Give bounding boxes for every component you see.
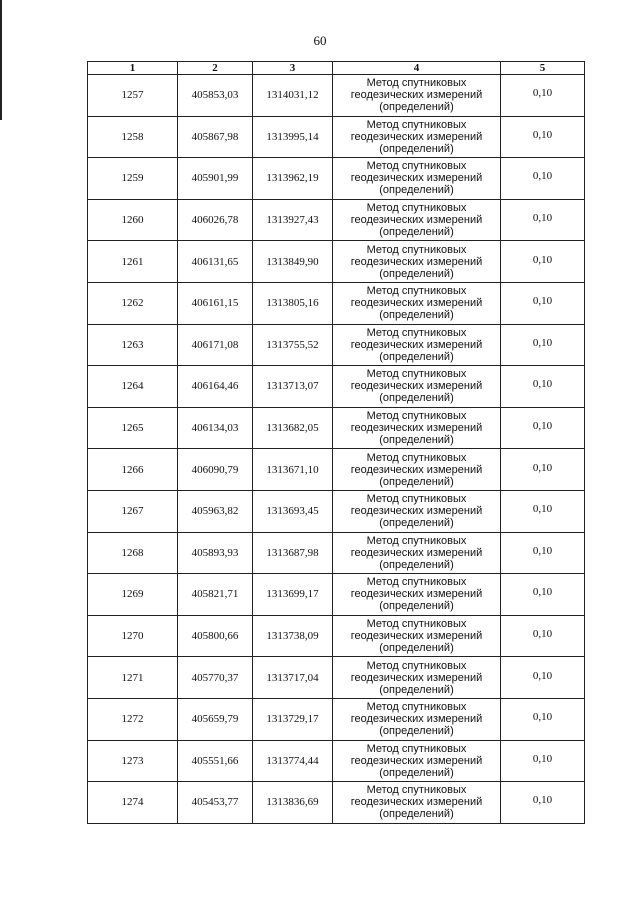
error-cell bbox=[501, 782, 585, 824]
error-value: 0,10 bbox=[532, 420, 553, 433]
y-coordinate-cell: 1313962,19 bbox=[253, 158, 333, 200]
method-line: геодезических измерений bbox=[350, 338, 483, 351]
error-cell bbox=[501, 282, 585, 324]
method-line: (определений) bbox=[379, 683, 454, 696]
method-line: геодезических измерений bbox=[350, 713, 483, 726]
method-line: геодезических измерений bbox=[350, 505, 483, 518]
method-cell bbox=[333, 116, 501, 158]
point-number-cell: 1267 bbox=[88, 490, 178, 532]
method-line: (определений) bbox=[379, 766, 454, 779]
method-line: Метод спутниковых bbox=[366, 451, 467, 464]
y-coordinate-cell: 1313805,16 bbox=[253, 282, 333, 324]
point-number-cell: 1260 bbox=[88, 199, 178, 241]
point-number-cell: 1257 bbox=[88, 75, 178, 117]
method-cell bbox=[333, 75, 501, 117]
method-line: (определений) bbox=[379, 517, 454, 530]
method-line: (определений) bbox=[379, 101, 454, 114]
table-row bbox=[88, 366, 585, 408]
table-row bbox=[88, 782, 585, 824]
method-cell bbox=[333, 782, 501, 824]
method-line: Метод спутниковых bbox=[366, 285, 467, 298]
x-coordinate-cell: 405800,66 bbox=[178, 615, 253, 657]
method-line: (определений) bbox=[379, 142, 454, 155]
x-coordinate-cell: 406134,03 bbox=[178, 407, 253, 449]
table-row bbox=[88, 158, 585, 200]
error-cell bbox=[501, 407, 585, 449]
method-line: (определений) bbox=[379, 808, 454, 821]
error-cell bbox=[501, 490, 585, 532]
method-line: геодезических измерений bbox=[350, 380, 483, 393]
table-row bbox=[88, 490, 585, 532]
point-number-cell: 1268 bbox=[88, 532, 178, 574]
method-line: Метод спутниковых bbox=[366, 326, 467, 339]
method-line: (определений) bbox=[379, 725, 454, 738]
table-row bbox=[88, 615, 585, 657]
error-cell bbox=[501, 449, 585, 491]
method-cell bbox=[333, 282, 501, 324]
method-line: (определений) bbox=[379, 184, 454, 197]
method-line: Метод спутниковых bbox=[366, 701, 467, 714]
y-coordinate-cell: 1313671,10 bbox=[253, 449, 333, 491]
error-value: 0,10 bbox=[532, 336, 553, 349]
page-number: 60 bbox=[313, 33, 327, 48]
x-coordinate-cell: 406171,08 bbox=[178, 324, 253, 366]
method-line: Метод спутниковых bbox=[366, 118, 467, 131]
table-row bbox=[88, 199, 585, 241]
x-coordinate-cell: 405867,98 bbox=[178, 116, 253, 158]
table-row bbox=[88, 449, 585, 491]
method-line: (определений) bbox=[379, 226, 454, 239]
error-cell bbox=[501, 75, 585, 117]
method-cell bbox=[333, 158, 501, 200]
error-value: 0,10 bbox=[532, 87, 553, 100]
y-coordinate-cell: 1313693,45 bbox=[253, 490, 333, 532]
method-line: геодезических измерений bbox=[350, 422, 483, 435]
error-cell bbox=[501, 740, 585, 782]
point-number-cell: 1266 bbox=[88, 449, 178, 491]
y-coordinate-cell: 1313774,44 bbox=[253, 740, 333, 782]
x-coordinate-cell: 405551,66 bbox=[178, 740, 253, 782]
method-line: геодезических измерений bbox=[350, 546, 483, 559]
point-number-cell: 1261 bbox=[88, 241, 178, 283]
y-coordinate-cell: 1313849,90 bbox=[253, 241, 333, 283]
column-header-method: 4 bbox=[333, 62, 501, 75]
method-line: Метод спутниковых bbox=[366, 659, 467, 672]
method-line: (определений) bbox=[379, 392, 454, 405]
x-coordinate-cell: 405659,79 bbox=[178, 698, 253, 740]
x-coordinate-cell: 406026,78 bbox=[178, 199, 253, 241]
y-coordinate-cell: 1313836,69 bbox=[253, 782, 333, 824]
x-coordinate-cell: 405453,77 bbox=[178, 782, 253, 824]
method-line: геодезических измерений bbox=[350, 214, 483, 227]
method-cell bbox=[333, 449, 501, 491]
method-cell bbox=[333, 407, 501, 449]
method-line: Метод спутниковых bbox=[366, 368, 467, 381]
column-header-y: 3 bbox=[253, 62, 333, 75]
method-cell bbox=[333, 366, 501, 408]
table-row bbox=[88, 407, 585, 449]
method-line: Метод спутниковых bbox=[366, 77, 467, 90]
method-line: геодезических измерений bbox=[350, 130, 483, 143]
method-line: Метод спутниковых bbox=[366, 742, 467, 755]
error-value: 0,10 bbox=[532, 295, 553, 308]
error-value: 0,10 bbox=[532, 628, 553, 641]
table-row bbox=[88, 241, 585, 283]
error-cell bbox=[501, 532, 585, 574]
error-value: 0,10 bbox=[532, 170, 553, 183]
y-coordinate-cell: 1314031,12 bbox=[253, 75, 333, 117]
error-value: 0,10 bbox=[532, 503, 553, 516]
method-line: геодезических измерений bbox=[350, 754, 483, 767]
method-line: (определений) bbox=[379, 558, 454, 571]
y-coordinate-cell: 1313699,17 bbox=[253, 574, 333, 616]
method-line: Метод спутниковых bbox=[366, 160, 467, 173]
x-coordinate-cell: 405770,37 bbox=[178, 657, 253, 699]
point-number-cell: 1270 bbox=[88, 615, 178, 657]
method-cell bbox=[333, 657, 501, 699]
error-value: 0,10 bbox=[532, 253, 553, 266]
y-coordinate-cell: 1313755,52 bbox=[253, 324, 333, 366]
method-line: геодезических измерений bbox=[350, 255, 483, 268]
y-coordinate-cell: 1313682,05 bbox=[253, 407, 333, 449]
y-coordinate-cell: 1313713,07 bbox=[253, 366, 333, 408]
error-value: 0,10 bbox=[532, 794, 553, 807]
method-cell bbox=[333, 199, 501, 241]
x-coordinate-cell: 406131,65 bbox=[178, 241, 253, 283]
point-number-cell: 1274 bbox=[88, 782, 178, 824]
method-line: геодезических измерений bbox=[350, 588, 483, 601]
method-line: (определений) bbox=[379, 267, 454, 280]
point-number-cell: 1259 bbox=[88, 158, 178, 200]
error-cell bbox=[501, 698, 585, 740]
method-line: геодезических измерений bbox=[350, 463, 483, 476]
error-cell bbox=[501, 324, 585, 366]
method-cell bbox=[333, 490, 501, 532]
method-line: Метод спутниковых bbox=[366, 202, 467, 215]
method-line: Метод спутниковых bbox=[366, 410, 467, 423]
error-cell bbox=[501, 241, 585, 283]
table-row bbox=[88, 75, 585, 117]
method-line: Метод спутниковых bbox=[366, 576, 467, 589]
method-line: (определений) bbox=[379, 309, 454, 322]
method-line: геодезических измерений bbox=[350, 89, 483, 102]
table-body bbox=[88, 75, 585, 824]
error-value: 0,10 bbox=[532, 461, 553, 474]
method-cell bbox=[333, 615, 501, 657]
x-coordinate-cell: 406164,46 bbox=[178, 366, 253, 408]
point-number-cell: 1272 bbox=[88, 698, 178, 740]
error-cell bbox=[501, 366, 585, 408]
table-row bbox=[88, 324, 585, 366]
point-number-cell: 1265 bbox=[88, 407, 178, 449]
y-coordinate-cell: 1313717,04 bbox=[253, 657, 333, 699]
error-value: 0,10 bbox=[532, 544, 553, 557]
y-coordinate-cell: 1313995,14 bbox=[253, 116, 333, 158]
table-row bbox=[88, 657, 585, 699]
table-row bbox=[88, 574, 585, 616]
table-row bbox=[88, 698, 585, 740]
method-cell bbox=[333, 532, 501, 574]
table-row bbox=[88, 740, 585, 782]
column-header-point-number: 1 bbox=[88, 62, 178, 75]
x-coordinate-cell: 406161,15 bbox=[178, 282, 253, 324]
y-coordinate-cell: 1313927,43 bbox=[253, 199, 333, 241]
method-line: (определений) bbox=[379, 642, 454, 655]
x-coordinate-cell: 405853,03 bbox=[178, 75, 253, 117]
table-header-row bbox=[88, 62, 585, 75]
method-line: (определений) bbox=[379, 434, 454, 447]
y-coordinate-cell: 1313687,98 bbox=[253, 532, 333, 574]
method-line: Метод спутниковых bbox=[366, 493, 467, 506]
point-number-cell: 1262 bbox=[88, 282, 178, 324]
error-value: 0,10 bbox=[532, 586, 553, 599]
column-header-error: 5 bbox=[501, 62, 585, 75]
scan-left-edge bbox=[0, 0, 2, 120]
method-line: Метод спутниковых bbox=[366, 534, 467, 547]
method-cell bbox=[333, 574, 501, 616]
method-line: геодезических измерений bbox=[350, 796, 483, 809]
table-row bbox=[88, 116, 585, 158]
point-number-cell: 1263 bbox=[88, 324, 178, 366]
method-line: Метод спутниковых bbox=[366, 784, 467, 797]
error-value: 0,10 bbox=[532, 669, 553, 682]
column-header-x: 2 bbox=[178, 62, 253, 75]
y-coordinate-cell: 1313729,17 bbox=[253, 698, 333, 740]
method-line: геодезических измерений bbox=[350, 172, 483, 185]
x-coordinate-cell: 405893,93 bbox=[178, 532, 253, 574]
x-coordinate-cell: 405963,82 bbox=[178, 490, 253, 532]
method-line: (определений) bbox=[379, 475, 454, 488]
method-line: геодезических измерений bbox=[350, 297, 483, 310]
error-value: 0,10 bbox=[532, 752, 553, 765]
table-row bbox=[88, 282, 585, 324]
error-cell bbox=[501, 199, 585, 241]
error-cell bbox=[501, 116, 585, 158]
point-number-cell: 1264 bbox=[88, 366, 178, 408]
method-line: Метод спутниковых bbox=[366, 618, 467, 631]
x-coordinate-cell: 405901,99 bbox=[178, 158, 253, 200]
coordinates-table bbox=[87, 61, 585, 824]
error-cell bbox=[501, 574, 585, 616]
x-coordinate-cell: 405821,71 bbox=[178, 574, 253, 616]
method-line: (определений) bbox=[379, 600, 454, 613]
error-value: 0,10 bbox=[532, 711, 553, 724]
method-cell bbox=[333, 324, 501, 366]
table-row bbox=[88, 532, 585, 574]
error-value: 0,10 bbox=[532, 128, 553, 141]
point-number-cell: 1269 bbox=[88, 574, 178, 616]
method-line: Метод спутниковых bbox=[366, 243, 467, 256]
error-cell bbox=[501, 657, 585, 699]
method-cell bbox=[333, 698, 501, 740]
method-line: геодезических измерений bbox=[350, 671, 483, 684]
method-line: геодезических измерений bbox=[350, 630, 483, 643]
point-number-cell: 1258 bbox=[88, 116, 178, 158]
point-number-cell: 1271 bbox=[88, 657, 178, 699]
method-cell bbox=[333, 241, 501, 283]
error-cell bbox=[501, 158, 585, 200]
error-value: 0,10 bbox=[532, 212, 553, 225]
error-cell bbox=[501, 615, 585, 657]
method-cell bbox=[333, 740, 501, 782]
point-number-cell: 1273 bbox=[88, 740, 178, 782]
error-value: 0,10 bbox=[532, 378, 553, 391]
y-coordinate-cell: 1313738,09 bbox=[253, 615, 333, 657]
x-coordinate-cell: 406090,79 bbox=[178, 449, 253, 491]
method-line: (определений) bbox=[379, 350, 454, 363]
